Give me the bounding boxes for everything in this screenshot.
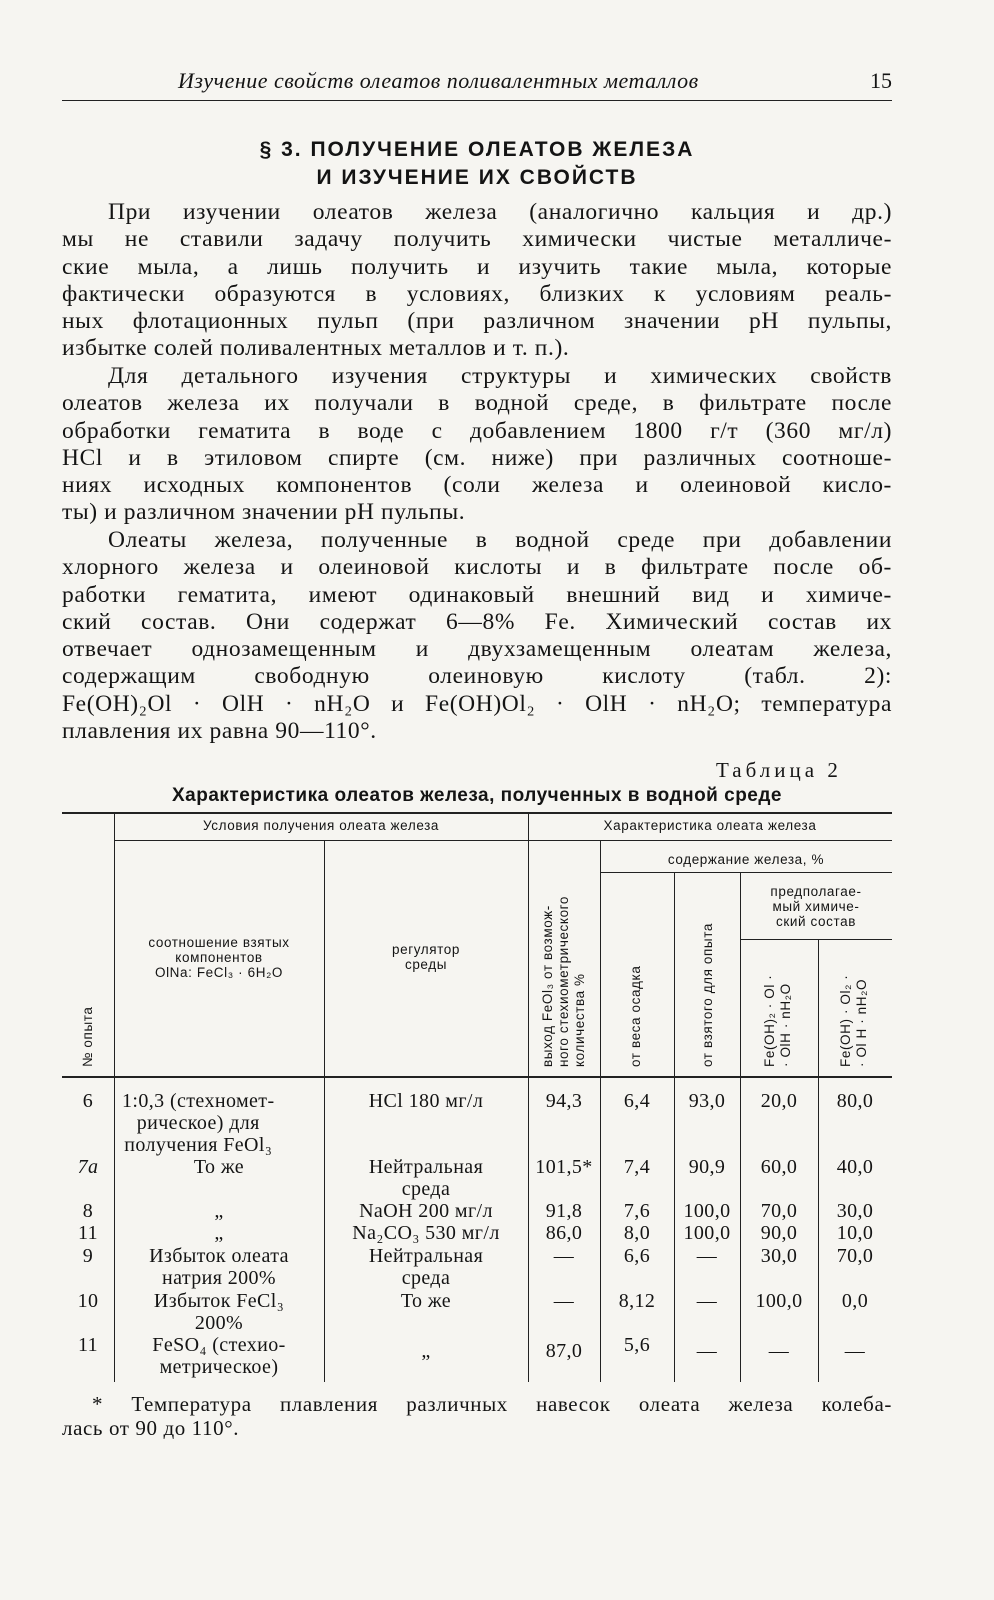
cell-ratio: [114, 1334, 324, 1378]
paragraph-2: [62, 363, 892, 527]
cell-ratio: [114, 1245, 324, 1289]
cell-comp-2: 80,0: [836, 1090, 874, 1112]
text-line: хлорного железа и олеиновой кислоты и в фильтрате после об-: [62, 554, 892, 581]
cell-regulator: То же: [400, 1290, 452, 1312]
header-regulator-line: регулятор: [391, 942, 461, 957]
text-line: ты) и различном значении pH пульпы.: [62, 499, 466, 526]
table-caption: Характеристика олеатов железа, полученных в водной среде: [171, 785, 782, 806]
header-ratio-line: компонентов: [175, 950, 263, 965]
cell-ratio: То же: [193, 1156, 245, 1178]
cell-comp-2: 40,0: [836, 1156, 874, 1178]
cell-yield: 86,0: [545, 1222, 583, 1244]
paragraph-1: [62, 199, 892, 363]
cell-comp-1: 90,0: [760, 1222, 798, 1244]
table-label: Таблица 2: [716, 758, 842, 782]
cell-comp-1: 20,0: [760, 1090, 798, 1112]
cell-taken: —: [696, 1245, 718, 1267]
header-yield-line: ного стехиометрического: [556, 895, 571, 1067]
header-regulator-line: среды: [404, 957, 448, 972]
text-line: ниях исходных компонентов (соли железа и олеиновой кисло-: [62, 472, 892, 499]
section-heading-line-2: И ИЗУЧЕНИЕ ИХ СВОЙСТВ: [316, 166, 638, 189]
page-number: 15: [870, 68, 892, 93]
cell-regulator: Na₂CO₃ 530 мг/л: [352, 1222, 500, 1244]
text-line: плавления их равна 90—110°.: [62, 718, 377, 745]
header-from-taken: от взятого для опыта: [700, 923, 715, 1067]
cell-yield: —: [553, 1290, 575, 1312]
text-line: Fe(OH)₂Ol · OlH · nH₂O и Fe(OH)Ol₂ · OlH · nH₂O; температура: [62, 690, 892, 717]
cell-regulator: NaOH 200 мг/л: [359, 1200, 493, 1222]
header-comp-2: [838, 975, 870, 1067]
header-assumed-line: мый химиче-: [772, 899, 860, 914]
cell-regulator: [324, 1245, 528, 1289]
cell-ratio-line: метрическое): [159, 1356, 279, 1378]
data-table: [62, 812, 892, 1392]
cell-num: 11: [77, 1222, 99, 1244]
table-top-rule: [62, 812, 892, 814]
cell-regulator: [324, 1156, 528, 1200]
header-comp-1-line: · OlH · nH₂O: [778, 983, 793, 1067]
cell-precip: 5,6: [623, 1334, 651, 1356]
cell-comp-2: —: [844, 1340, 866, 1362]
header-assumed: [742, 884, 890, 929]
cell-regulator-line: среда: [401, 1267, 451, 1289]
cell-regulator: „: [421, 1340, 431, 1362]
header-rule: [600, 872, 892, 873]
text-line: ных флотационных пульп (при различном значении pH пульпы,: [62, 308, 892, 335]
paragraph-3: [62, 527, 892, 745]
header-comp-2-line: · Ol H · nH₂O: [854, 978, 869, 1067]
cell-comp-1: —: [768, 1340, 790, 1362]
cell-ratio-line: 1:0,3 (стехномет-: [122, 1090, 275, 1112]
header-assumed-line: ский состав: [776, 914, 856, 929]
text-line: отвечает однозамещенным и двухзамещенным олеатам железа,: [62, 636, 892, 663]
text-line: олеатов железа их получали в водной среде, в фильтрате после: [62, 390, 892, 417]
cell-num: 7а: [77, 1156, 99, 1178]
header-conditions: Условия получения олеата железа: [202, 818, 440, 833]
header-num: № опыта: [80, 1006, 95, 1067]
header-iron-content: содержание железа, %: [667, 852, 825, 867]
cell-ratio-line: получения FeOl₃: [124, 1134, 273, 1156]
cell-yield: 101,5*: [535, 1156, 593, 1178]
header-yield-line: количества %: [572, 973, 587, 1067]
cell-comp-1: 100,0: [755, 1290, 803, 1312]
header-comp-2-line: Fe(OH) · Ol₂ ·: [838, 974, 853, 1067]
cell-yield: —: [553, 1245, 575, 1267]
cell-yield: 87,0: [545, 1340, 583, 1362]
text-line: ский состав. Они содержат 6—8% Fe. Химический состав их: [62, 608, 892, 635]
header-assumed-line: предполагае-: [770, 884, 862, 899]
header-rule: [740, 939, 892, 940]
cell-precip: 7,6: [623, 1200, 651, 1222]
text-line: избытке солей поливалентных металлов и т. п.).: [62, 335, 570, 362]
cell-num: 11: [77, 1334, 99, 1356]
cell-precip: 8,0: [623, 1222, 651, 1244]
header-from-precipitate: от веса осадка: [628, 965, 643, 1067]
cell-regulator-line: среда: [401, 1178, 451, 1200]
cell-comp-2: 30,0: [836, 1200, 874, 1222]
text-line: ские мыла, а лишь получить и изучить такие мыла, которые: [62, 253, 892, 280]
header-ratio: [116, 935, 322, 980]
cell-num: 9: [82, 1245, 94, 1267]
cell-comp-2: 70,0: [836, 1245, 874, 1267]
cell-taken: 100,0: [683, 1222, 731, 1244]
cell-ratio-line: 200%: [194, 1312, 244, 1334]
cell-precip: 6,4: [623, 1090, 651, 1112]
running-head: [62, 62, 892, 101]
cell-precip: 6,6: [623, 1245, 651, 1267]
header-regulator: [326, 942, 526, 972]
text-line: содержащим свободную олеиновую кислоту (табл. 2):: [62, 663, 892, 690]
header-ratio-line: OlNa: FeCl₃ · 6H₂O: [154, 965, 284, 980]
cell-num: 8: [82, 1200, 94, 1222]
cell-ratio-line: Избыток FeCl₃: [153, 1290, 285, 1312]
text-line: HCl и в этиловом спирте (см. ниже) при различных соотноше-: [62, 444, 892, 471]
cell-ratio-line: натрия 200%: [161, 1267, 276, 1289]
text-line: фактически образуются в условиях, близких к условиям реаль-: [62, 280, 892, 307]
cell-ratio-line: FeSO₄ (стехио-: [152, 1334, 286, 1356]
header-ratio-line: соотношение взятых: [148, 935, 290, 950]
text-line: Олеаты железа, полученные в водной среде при добавлении: [108, 527, 892, 553]
cell-yield: 94,3: [545, 1090, 583, 1112]
text-line: При изучении олеатов железа (аналогично кальция и др.): [108, 199, 892, 225]
text-line: Для детального изучения структуры и химических свойств: [108, 363, 892, 389]
cell-taken: 100,0: [683, 1200, 731, 1222]
header-rule: [114, 840, 892, 841]
cell-yield: 91,8: [545, 1200, 583, 1222]
cell-regulator-line: Нейтральная: [368, 1156, 484, 1178]
footnote-line: лась от 90 до 110°.: [62, 1416, 240, 1440]
cell-taken: 93,0: [688, 1090, 726, 1112]
cell-regulator-line: Нейтральная: [368, 1245, 484, 1267]
header-comp-1-line: Fe(OH)₂ · Ol ·: [762, 974, 777, 1067]
header-yield-line: выход FeOl₃ от возмож-: [540, 905, 555, 1067]
cell-taken: —: [696, 1290, 718, 1312]
cell-taken: —: [696, 1340, 718, 1362]
cell-precip: 8,12: [618, 1290, 656, 1312]
cell-regulator: HCl 180 мг/л: [368, 1090, 484, 1112]
cell-comp-2: 10,0: [836, 1222, 874, 1244]
cell-comp-2: 0,0: [841, 1290, 869, 1312]
cell-ratio: [114, 1290, 324, 1334]
cell-ratio-line: рическое) для: [136, 1112, 260, 1134]
header-bottom-rule: [62, 1076, 892, 1078]
cell-comp-1: 30,0: [760, 1245, 798, 1267]
cell-taken: 90,9: [688, 1156, 726, 1178]
cell-num: 10: [77, 1290, 99, 1312]
text-line: обработки гематита в воде с добавлением 1800 г/т (360 мг/л): [62, 417, 892, 444]
header-comp-1: [762, 975, 794, 1067]
section-heading-line-1: § 3. ПОЛУЧЕНИЕ ОЛЕАТОВ ЖЕЛЕЗА: [259, 138, 695, 161]
cell-precip: 7,4: [623, 1156, 651, 1178]
cell-num: 6: [82, 1090, 94, 1112]
running-head-title: Изучение свойств олеатов поливалентных металлов: [178, 68, 699, 93]
header-characteristics: Характеристика олеата железа: [603, 818, 817, 833]
text-line: мы не ставили задачу получить химически чистые металличе-: [62, 226, 892, 253]
cell-comp-1: 60,0: [760, 1156, 798, 1178]
footnote-line: * Температура плавления различных навесок олеата железа колеба-: [92, 1392, 892, 1416]
cell-ratio: „: [214, 1200, 224, 1222]
cell-comp-1: 70,0: [760, 1200, 798, 1222]
cell-ratio: „: [214, 1222, 224, 1244]
footnote: [62, 1392, 892, 1440]
cell-ratio: [122, 1090, 275, 1156]
text-line: работки гематита, имеют одинаковый внешний вид и химиче-: [62, 581, 892, 608]
cell-ratio-line: Избыток олеата: [149, 1245, 289, 1267]
header-yield: [540, 896, 588, 1067]
